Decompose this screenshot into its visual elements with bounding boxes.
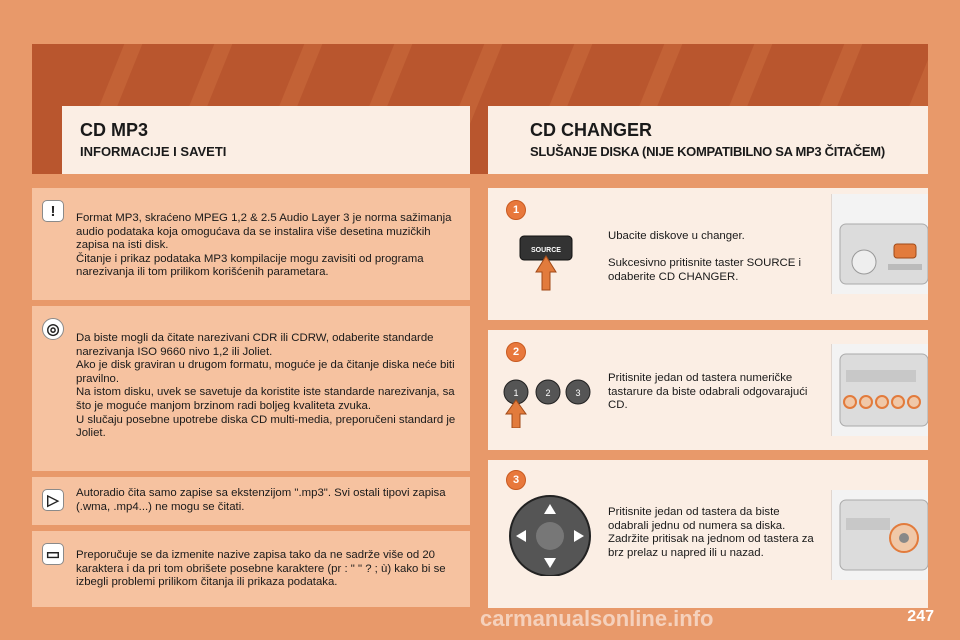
step-3 bbox=[488, 460, 928, 608]
left-header-title: CD MP3 bbox=[80, 120, 149, 140]
source-button-label: SOURCE bbox=[531, 247, 561, 254]
info-box-format bbox=[32, 188, 470, 300]
warning-icon: ! bbox=[42, 200, 64, 222]
step-text: Pritisnite jedan od tastera da biste odabrali jednu od numera sa diska. Zadržite pritisak na jednom od tastera za brz prelaz u napred ili u nazad. bbox=[608, 506, 814, 559]
info-text: Preporučuje se da izmenite nazive zapisa tako da ne sadrže više od 20 karaktera i da pri tom obrišete posebne karaktere (pr : " " ? ; ù) kako bi se izbegli problemi prilikom čitanja ili prikaza podataka. bbox=[76, 549, 446, 589]
info-text: Da biste mogli da čitate narezivani CDR ili CDRW, odaberite standarde narezivanja ISO 9660 nivo 1,2 ili Joliet. Ako je disk graviran u drugom formatu, moguće je da čitanje diska neće biti pravilno. Na istom disku, uvek se savetuje da koristite iste standarde narezivanja, sa što je moguće manjom brzinom radi boljeg kvaliteta zvuka. U slučaju posebne upotrebe diska CD multi-media, preporučeni standard je Joliet. bbox=[76, 332, 456, 440]
step-number-badge: 2 bbox=[506, 342, 526, 362]
right-header-subtitle: SLUŠANJE DISKA (NIJE KOMPATIBILNO SA MP3 ČITAČEM) bbox=[530, 144, 885, 159]
radio-illustration bbox=[831, 490, 928, 580]
watermark: carmanualsonline.info bbox=[480, 606, 714, 631]
step-2 bbox=[488, 330, 928, 450]
info-box-naming bbox=[32, 531, 470, 607]
step-text: Ubacite diskove u changer. Sukcesivno pritisnite taster SOURCE i odaberite CD CHANGER. bbox=[608, 230, 802, 283]
key-label: 3 bbox=[575, 388, 581, 398]
page-number: 247 bbox=[907, 608, 934, 625]
step-number-badge: 3 bbox=[506, 470, 526, 490]
radio-illustration bbox=[831, 344, 928, 436]
info-box-burning bbox=[32, 306, 470, 471]
key-label: 1 bbox=[513, 388, 519, 398]
note-icon: ▭ bbox=[42, 543, 64, 565]
direction-pad-illustration bbox=[506, 492, 606, 576]
key-label: 2 bbox=[545, 388, 551, 398]
right-header bbox=[488, 106, 928, 174]
play-icon: ▷ bbox=[42, 489, 64, 511]
step-text: Pritisnite jedan od tastera numeričke tastarure da biste odabrali odgovarajući CD. bbox=[608, 372, 808, 412]
left-header-subtitle: INFORMACIJE I SAVETI bbox=[80, 144, 227, 159]
source-button-illustration bbox=[518, 232, 578, 292]
info-text: Autoradio čita samo zapise sa ekstenzijom ".mp3". Svi ostali tipovi zapisa (.wma, .mp4...) ne mogu se čitati. bbox=[76, 487, 446, 513]
right-header-title: CD CHANGER bbox=[530, 120, 653, 140]
radio-illustration bbox=[831, 194, 928, 294]
info-box-extension bbox=[32, 477, 470, 525]
numeric-keys-illustration bbox=[502, 378, 602, 428]
step-number-badge: 1 bbox=[506, 200, 526, 220]
disc-icon: ◎ bbox=[42, 318, 64, 340]
left-header bbox=[62, 106, 470, 174]
info-text: Format MP3, skraćeno MPEG 1,2 & 2.5 Audio Layer 3 je norma sažimanja audio podataka koja omogućava da se instalira više desetina muzičkih zapisa na isti disk. Čitanje i prikaz podataka MP3 kompilacije mogu zavisiti od programa narezivanja ili tom prilikom korišćenih parametara. bbox=[76, 212, 452, 279]
step-1 bbox=[488, 188, 928, 320]
